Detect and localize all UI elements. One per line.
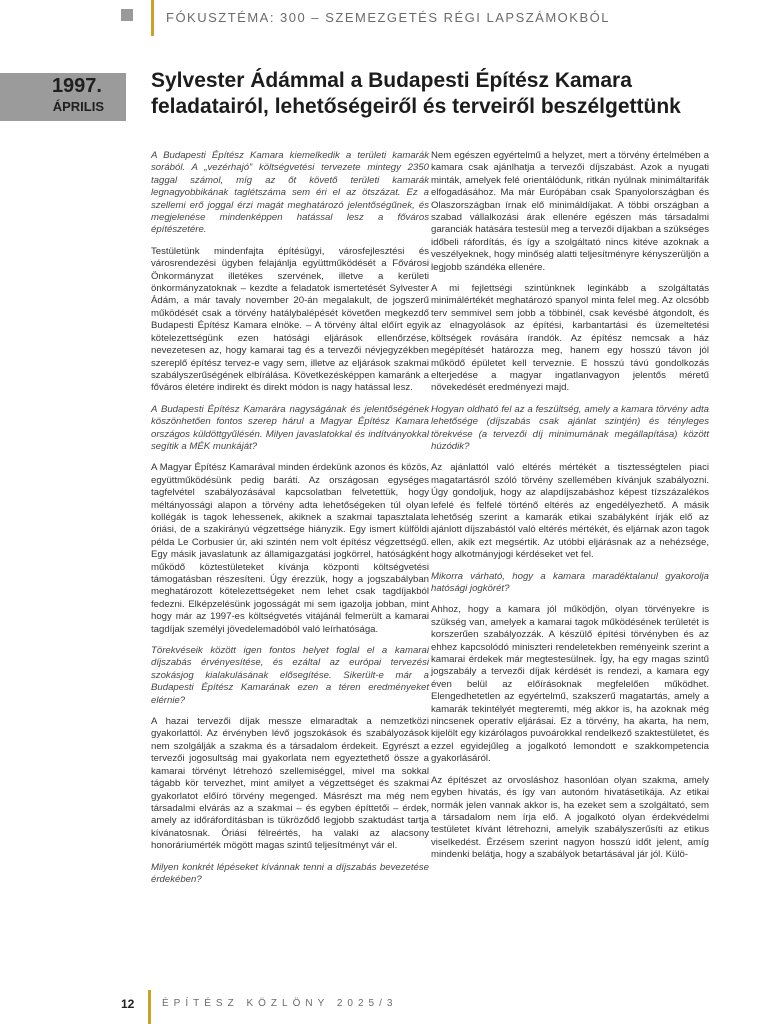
body-paragraph: Nem egészen egyértelmű a helyzet, mert a törvény értelmében a kamara csak ajánlhatja a tervezői díjszabást. Azok a nyugati minták, amelyek felé orientálódunk, ritkán nyúlnak minimáltarifák elfogadásához. Ma már Európában csak Spanyolországban és Olaszországban írnak elő minimáldíjakat. A többi országban a szabad vállalkozási árak ellenére egészen más társadalmi garanciák hatására testesül meg a tervezői díjakban a szükséges időbeli ráfordítás, és így a szolgáltató nincs kitéve azoknak a veszélyeknek, hogy minőség alatti teljesítményre kényszerüljön a legjobb szándéka ellenére. <box>431 150 709 273</box>
body-paragraph: Ahhoz, hogy a kamara jól működjön, olyan törvényekre is szükség van, amelyek a kamarai tagok működésének területét is korszerűen szabályozzák. A készülő építési törvényben és az ehhez kapcsolódó miniszteri rendeletekben reményeink szerint a kamarai érdekek már megtestesülnek. Így, ha egy magas szintű jogszabály a tervezői díjak kérdését is rendezi, a kamara egy éven belül az előírásoknak megfelelően működhet. Elengedhetetlen az egyértelmű, szakszerű magatartás, amely a kamarák tekintélyét megteremti, még akkor is, ha azoknak még nincsenek operatív eljárásai. Ez a törvény, ha akarta, ha nem, kijelölt egy kizárólagos puvoárokkal rendelkező szaktestületet, és ezzel egyidejűleg a jogalkotó lemondott e szakkompetencia gyakorlásáról. <box>431 604 709 765</box>
interview-question: Mikorra várható, hogy a kamara maradéktalanul gyakorolja hatósági jogkörét? <box>431 570 709 594</box>
interview-question: Milyen konkrét lépéseket kívánnak tenni a díjszabás bevezetése érdekében? <box>151 861 429 885</box>
header-square-marker <box>121 9 133 21</box>
footer-rule <box>148 990 151 1024</box>
footer-journal-title: ÉPÍTÉSZ KÖZLÖNY 2025/3 <box>162 998 398 1009</box>
header-rule <box>151 0 154 36</box>
interview-question: Törekvéseik között igen fontos helyet foglal el a kamarai díjszabás érvényesítése, és ezáltal az európai tervezési szokásjog kialakulásának elősegítése. Sikerült-e már a Budapesti Építész Kamarának ezen a téren eredményeket elérnie? <box>151 645 429 706</box>
body-paragraph: A mi fejlettségi szintünknek leginkább a szolgáltatás minimálértékét meghatározó spanyol minta felel meg. Az olcsóbb terv semmivel sem jobb a többinél, csak kevésbé átgondolt, és az elnagyolások az építési, karbantartási és üzemeltetési költségek rovására írandók. Az építész nemcsak a ház megépítését határozza meg, hanem egy hosszú távon jól működő épületet kell terveznie. E hosszú távú gondolkozás elterjedése a magyar ingatlanvagyon jelentős méretű növekedését eredményezi majd. <box>431 283 709 394</box>
interview-question: A Budapesti Építész Kamarára nagyságának és jelentőségének köszönhetően fontos szerep hárul a Magyar Építész Kamara országos küldöttgyűlésén. Milyen javaslatokkal és indítványokkal segítik a MÉK munkáját? <box>151 403 429 452</box>
body-paragraph: Testületünk mindenfajta építésügyi, városfejlesztési és városrendezési ügyben felajánlja együttműködését a Fővárosi Önkormányzat illetékes szervének, illetve a kerületi önkormányzatoknak – kezdte a feladatok ismertetését Sylvester Ádám, a már tavaly november 20-án megalakult, de jogszerű működését csak a törvény hatálybalépését követően megkezdő Budapesti Építész Kamara elnöke. – A törvény által előírt egyik kötelezettségünk ezen hatósági eljárások ellenőrzése, nevezetesen az, hogy kamarai tag és a tervezői névjegyzékben szereplő építész tervez-e vagy sem, illetve az eljárások szakmai szabályszerűségének elbírálása. Következésképpen kamaránk a főváros életére indirekt és direkt módon is nagy hatással lesz. <box>151 245 429 394</box>
interview-question: Hogyan oldható fel az a feszültség, amely a kamara törvény adta lehetősége (díjszabás csak ajánlat szintjén) és tényleges törekvése (a tervezői díj minimumának megállapítása) között húzódik? <box>431 403 709 452</box>
right-column <box>431 150 709 871</box>
body-paragraph: Az ajánlattól való eltérés mértékét a tisztességtelen piaci magatartásról szóló törvény szellemében kívánjuk szabályozni. Úgy gondoljuk, hogy az alapdíjszabáshoz képest tízszázalékos lefelé és felfelé történő eltérés az engedélyezhető. A másik lehetőség szerint a kamarák etikai szabályként írják elő az ajánlott díjszabástól való eltérés mértékét, és eljárnak azon tagok ellen, akik ezt megsértik. Az utóbbi eljárásnak az a nehézsége, hogy alkotmányjogi kérdéseket vet fel. <box>431 462 709 561</box>
page-number: 12 <box>121 997 135 1011</box>
body-paragraph: Az építészet az orvosláshoz hasonlóan olyan szakma, amely egyben hivatás, és így van autonóm hivatásetikája. Az etikai normák jelen vannak akkor is, ha ezeket sem a szolgáltató, sem a társadalom nem írja elő. A jogalkotó olyan érdekvédelmi testületet kívánt létrehozni, amelyik szabályszerűsíti az etikus viselkedést. Érzésem szerint nagyon hosszú időt jelent, amíg mindenki belátja, hogy a szabályok betartásával jár jól. Külö- <box>431 774 709 861</box>
section-header-title: FÓKUSZTÉMA: 300 – SZEMEZGETÉS RÉGI LAPSZÁMOKBÓL <box>166 10 610 25</box>
article-headline: Sylvester Ádámmal a Budapesti Építész Kamara feladatairól, lehetőségeiről és terveiről beszélgettünk <box>151 69 681 118</box>
body-paragraph: A hazai tervezői díjak messze elmaradtak a nemzetközi gyakorlattól. Az érvényben lévő jogszokások és szabályozások nem szolgálják a szakma és a társadalom érdekeit. Egyrészt a tervezői jogosultság mai gyakorlata nem egyeztethető össze a kamarai törvényt létrehozó szellemiséggel, mivel ma sokkal tágabb kör tervezhet, mint amilyet a végzettséget és szakmai gyakorlatot előíró törvény megenged. Másrészt ma még nem társadalmi elvárás az a szakmai – és egyben építtetői – érdek, amely az időráfordításban is tükröződő legjobb szaktudást tartja kívánatosnak. Óriási félreértés, ha valaki az alacsony honoráriumérték mögött magas szintű teljesítményt vár el. <box>151 716 429 852</box>
body-paragraph: A Magyar Építész Kamarával minden érdekünk azonos és közös, együttműködésünk pedig baráti. Az országosan egységes tagfelvétel szabályozásával kapcsolatban felvetettük, hogy méltányossági alapon a törvény adta lehetőségeken túl olyan kollégák is tagok lehessenek, akiknek a szakmai tapasztalata óriási, de a szakirányú végzettsége hiányzik. Egy ismert külföldi példa Le Corbusier úr, aki szintén nem volt építész végzettségű. Egy másik javaslatunk az államigazgatási jogkörrel, hatóságként működő köztestületeket kívánja központi költségvetési támogatásban részesíteni. Úgy érezzük, hogy a jogszabályban meghatározott kötelezettségeket nem lehet csak tagdíjakból fedezni. Elképzelésünk jogosságát mi sem igazolja jobban, mint hogy már az 1997-es költségvetés vitájánál felmerült a kamarai tagdíjak személyi jövedelemadóból való leírhatósága. <box>151 462 429 635</box>
date-year: 1997. <box>51 75 102 97</box>
date-month: ÁPRILIS <box>52 99 104 114</box>
left-column <box>151 150 429 895</box>
date-box <box>0 73 126 121</box>
interview-question: A Budapesti Építész Kamara kiemelkedik a területi kamarák sorából. A „vezérhajó” költségvetési tervezete mintegy 2350 taggal számol, míg az őt követő területi kamarák legnagyobbikának taglétszáma sem éri el az ötszázat. Ez a szellemi erő joggal érzi magát meghatározó jelentőségűnek, és megjelenése mindenképpen hatással lesz a főváros építészetére. <box>151 150 429 236</box>
